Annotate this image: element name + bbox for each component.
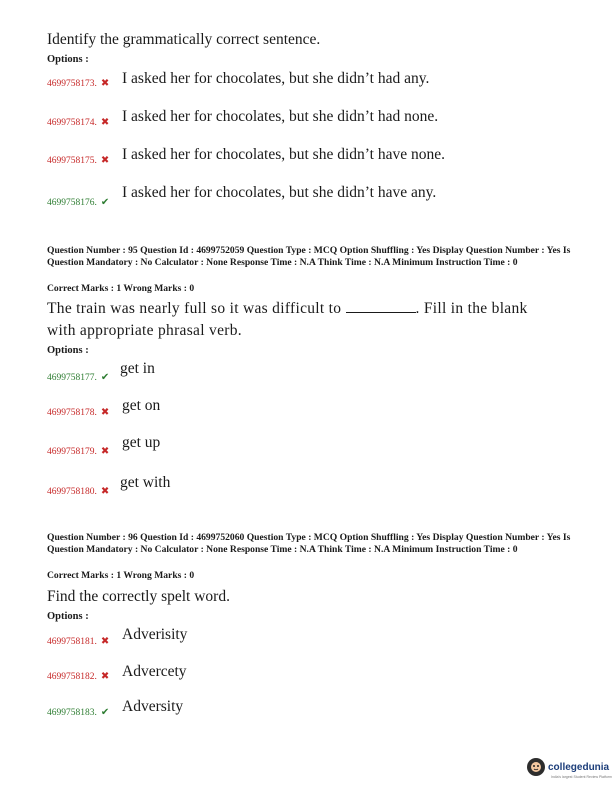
option-text: get up <box>122 434 161 451</box>
cross-icon: ✖ <box>100 155 110 166</box>
option-id: 4699758177. ✔ <box>47 372 110 383</box>
question-94-text: Identify the grammatically correct sentence. <box>47 31 321 48</box>
option-id: 4699758182. ✖ <box>47 671 110 682</box>
cross-icon: ✖ <box>100 671 110 682</box>
question-95-meta: Question Number : 95 Question Id : 4699752059 Question Type : MCQ Option Shuffling : Yes Display Question Number : Yes Is Question Mandatory : No Calculator : None Response Time : N.A Think Time : N.A Minimum Instruction Time : 0 <box>47 245 571 268</box>
question-96-marks: Correct Marks : 1 Wrong Marks : 0 <box>47 570 195 581</box>
option-id: 4699758175. ✖ <box>47 155 110 166</box>
option-text: I asked her for chocolates, but she didn’t had none. <box>122 108 439 125</box>
cross-icon: ✖ <box>100 78 110 89</box>
cross-icon: ✖ <box>100 117 110 128</box>
option-id: 4699758174. ✖ <box>47 117 110 128</box>
option-id: 4699758183. ✔ <box>47 707 110 718</box>
blank-line <box>346 300 416 313</box>
options-label: Options : <box>47 345 89 356</box>
option-text: get in <box>120 360 155 377</box>
options-label: Options : <box>47 611 89 622</box>
option-text: get on <box>122 397 161 414</box>
option-text: I asked her for chocolates, but she didn’t have any. <box>122 184 437 201</box>
cross-icon: ✖ <box>100 446 110 457</box>
logo-mascot-icon <box>527 758 545 776</box>
options-label: Options : <box>47 54 89 65</box>
cross-icon: ✖ <box>100 407 110 418</box>
option-id: 4699758179. ✖ <box>47 446 110 457</box>
question-96-text: Find the correctly spelt word. <box>47 588 230 605</box>
option-text: Advercety <box>122 663 187 680</box>
cross-icon: ✖ <box>100 636 110 647</box>
question-96-meta: Question Number : 96 Question Id : 4699752060 Question Type : MCQ Option Shuffling : Yes Display Question Number : Yes Is Question Mandatory : No Calculator : None Response Time : N.A Think Time : N.A Minimum Instruction Time : 0 <box>47 532 571 555</box>
option-id: 4699758180. ✖ <box>47 486 110 497</box>
check-icon: ✔ <box>100 197 110 208</box>
check-icon: ✔ <box>100 707 110 718</box>
collegedunia-logo <box>527 758 612 779</box>
cross-icon: ✖ <box>100 486 110 497</box>
question-95-marks: Correct Marks : 1 Wrong Marks : 0 <box>47 283 195 294</box>
option-id: 4699758176. ✔ <box>47 197 110 208</box>
option-id: 4699758178. ✖ <box>47 407 110 418</box>
option-id: 4699758181. ✖ <box>47 636 110 647</box>
logo-tagline: India's largest Student Review Platform <box>551 775 612 779</box>
question-95-text: The train was nearly full so it was difficult to . Fill in the blank with appropriate phrasal verb. <box>47 300 528 339</box>
option-text: Adversity <box>122 698 184 715</box>
option-text: I asked her for chocolates, but she didn’t have none. <box>122 146 445 163</box>
option-id: 4699758173. ✖ <box>47 78 110 89</box>
option-text: get with <box>120 474 171 491</box>
check-icon: ✔ <box>100 372 110 383</box>
logo-name: collegedunia <box>548 761 610 773</box>
option-text: I asked her for chocolates, but she didn’t had any. <box>122 70 430 87</box>
option-text: Adverisity <box>122 626 188 643</box>
